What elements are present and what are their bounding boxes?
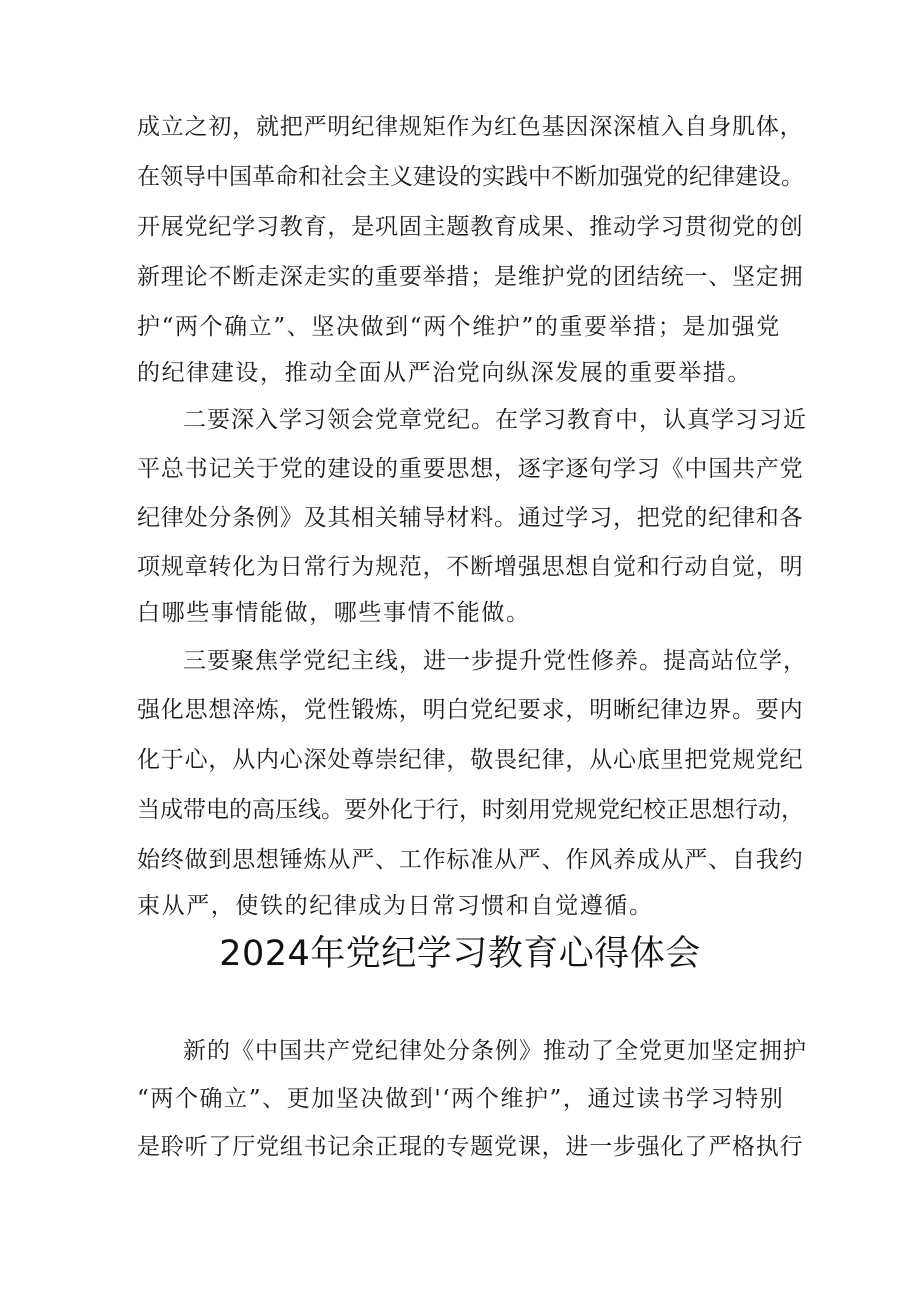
- paragraph-line: 三要聚焦学党纪主线，进一步提升党性修养。提高站位学，: [183, 648, 807, 674]
- paragraph-line: 的纪律建设，推动全面从严治党向纵深发展的重要举措。: [137, 360, 752, 386]
- paragraph-line: “两个确立”、更加坚决做到'‘两个维护”，通过读书学习特别: [137, 1086, 785, 1112]
- paragraph-line: 是聆听了厅党组书记余正琨的专题党课，进一步强化了严格执行: [137, 1134, 804, 1160]
- paragraph-line: 化于心，从内心深处尊崇纪律，敬畏纪律，从心底里把党规党纪: [137, 747, 804, 773]
- paragraph-line: 项规章转化为日常行为规范，不断增强思想自觉和行动自觉，明: [137, 554, 804, 580]
- paragraph-line: 成立之初，就把严明纪律规矩作为红色基因深深植入自身肌体，: [137, 114, 804, 140]
- paragraph-line: 纪律处分条例》及其相关辅导材料。通过学习，把党的纪律和各: [137, 505, 804, 531]
- paragraph-line: 始终做到思想锤炼从严、工作标准从严、作风养成从严、自我约: [137, 847, 804, 873]
- paragraph-line: 白哪些事情能做，哪些事情不能做。: [137, 600, 531, 626]
- paragraph-line: 平总书记关于党的建设的重要思想，逐字逐句学习《中国共产党: [137, 456, 804, 482]
- paragraph-line: 二要深入学习领会党章党纪。在学习教育中，认真学习习近: [183, 407, 807, 433]
- paragraph-line: 开展党纪学习教育，是巩固主题教育成果、推动学习贯彻党的创: [137, 214, 804, 240]
- document-title: 2024年党纪学习教育心得体会: [219, 934, 701, 974]
- paragraph-line: 新的《中国共产党纪律处分条例》推动了全党更加坚定拥护: [183, 1038, 807, 1064]
- paragraph-line: 在领导中国革命和社会主义建设的实践中不断加强党的纪律建设。: [137, 164, 804, 190]
- paragraph-line: 强化思想淬炼，党性锻炼，明白党纪要求，明晰纪律边界。要内: [137, 697, 804, 723]
- paragraph-line: 当成带电的高压线。要外化于行，时刻用党规党纪校正思想行动，: [137, 797, 804, 823]
- paragraph-line: 束从严，使铁的纪律成为日常习惯和自觉遵循。: [137, 893, 654, 919]
- paragraph-line: 新理论不断走深走实的重要举措；是维护党的团结统一、坚定拥: [137, 264, 804, 290]
- paragraph-line: 护“两个确立”、坚决做到“两个维护”的重要举措；是加强党: [137, 314, 781, 340]
